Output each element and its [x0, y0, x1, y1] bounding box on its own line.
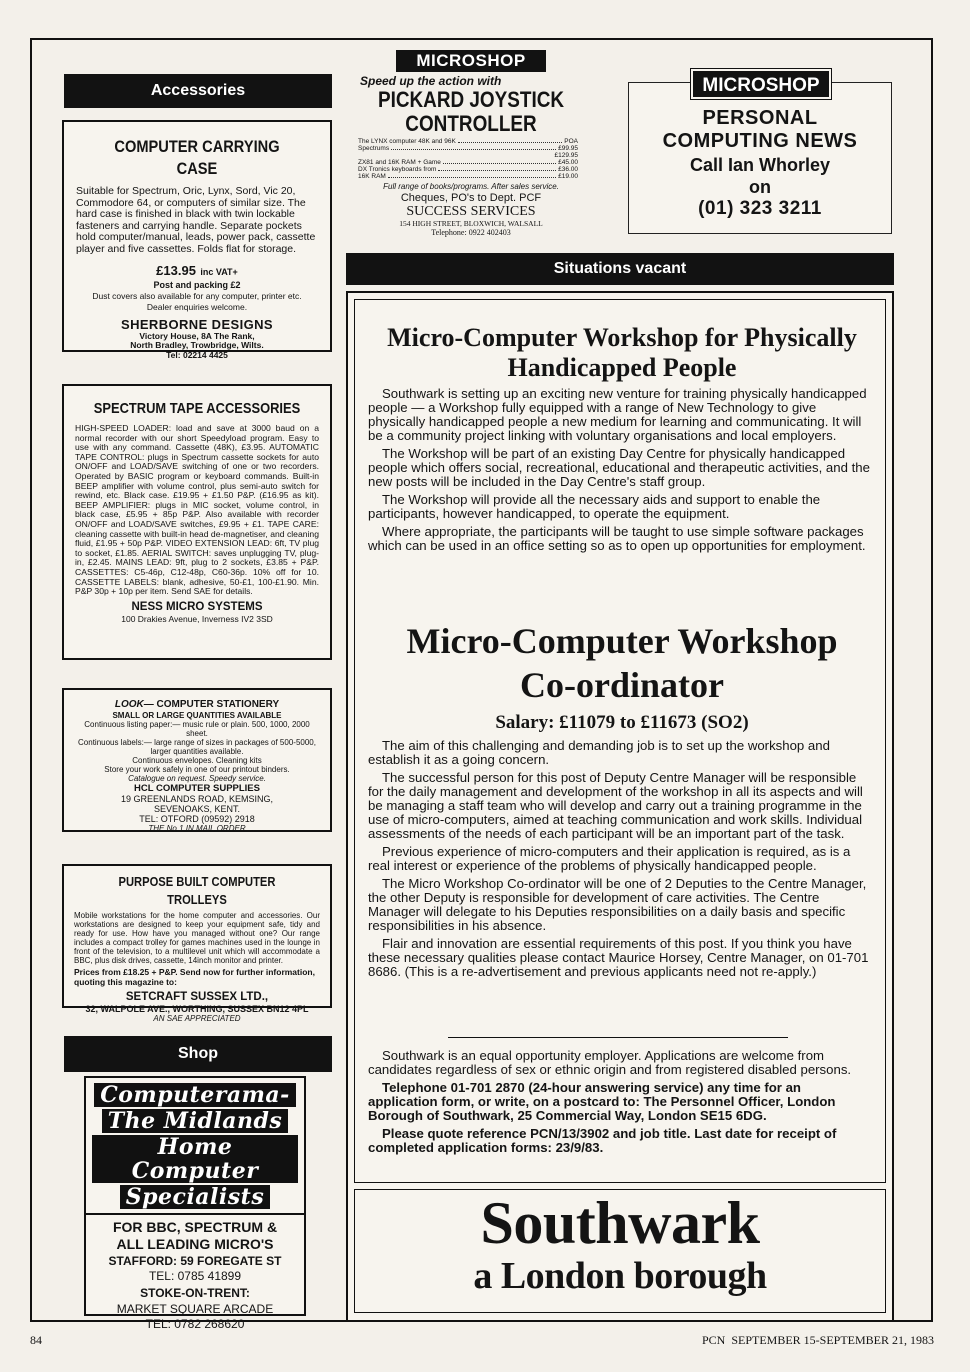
stationery-ad	[62, 688, 332, 832]
computerama-stoke: STOKE-ON-TRENT:	[140, 1286, 250, 1300]
setcraft-address: 32, WALPOLE AVE., WORTHING, SUSSEX BN12 4PL	[85, 1004, 309, 1014]
pcn-line-1: PERSONAL	[702, 107, 818, 129]
price-item: ZX81 and 16K RAM + Game	[358, 159, 441, 166]
pickard-title-line-2: CONTROLLER	[405, 111, 537, 136]
carrying-case-body: Suitable for Spectrum, Oric, Lynx, Sord, Vic 20, Commodore 64, or computers of similar size. The hard case is finished in black with twin lockable fasteners and carrying handle. Separate pockets hold computer/manual, leads, power pack, cassette player and five cassettes. Folds flat for storage.	[76, 185, 316, 255]
price-row	[358, 145, 578, 152]
stationery-title-rest: — COMPUTER STATIONERY	[143, 699, 280, 710]
computerama-stoke-tel: TEL: 0782 268620	[145, 1317, 245, 1331]
para-4: Where appropriate, the participants will be taught to use simple software packages which can be used in an office setting so as to open up opportunities for employment.	[368, 524, 866, 553]
sherborne-address-1: Victory House, 8A The Rank,	[139, 330, 255, 341]
para-7: Previous experience of micro-computers and their application is required, as is a real interest or experience of the problems of physically handicapped people.	[368, 844, 851, 873]
pickard-joystick-ad	[354, 50, 588, 250]
microshop-label-middle: MICROSHOP	[396, 50, 546, 72]
price-row	[358, 138, 578, 145]
ness-micro-systems-name: NESS MICRO SYSTEMS	[131, 600, 263, 613]
price-item: The LYNX computer 48K and 96K	[358, 138, 456, 145]
southwark-vacancy-ad	[346, 291, 894, 1322]
stationery-line-4: Store your work safely in one of our printout binders.	[104, 765, 290, 774]
pickard-price-list	[354, 138, 588, 180]
setcraft-sae: AN SAE APPRECIATED	[153, 1014, 241, 1023]
para-3: The Workshop will provide all the necessary aids and support to enable the participants, however handicapped, to operate the equipment.	[368, 492, 821, 521]
tape-accessories-title: SPECTRUM TAPE ACCESSORIES	[93, 400, 301, 417]
ness-address: 100 Drakies Avenue, Inverness IV2 3SD	[121, 613, 273, 624]
price-value: £45.00	[558, 159, 578, 166]
headline-coordinator-1: Micro-Computer Workshop	[406, 621, 838, 661]
reference-deadline: Please quote reference PCN/13/3902 and job title. Last date for receipt of completed application forms: 23/9/83.	[368, 1126, 837, 1155]
headline-workshop: Micro-Computer Workshop for Physically Handicapped People	[387, 323, 857, 382]
stationery-look: LOOK	[114, 699, 144, 710]
trolleys-ad	[62, 864, 332, 1023]
price-value: £36.00	[558, 166, 578, 173]
hcl-address-2: SEVENOAKS, KENT.	[153, 804, 241, 814]
success-services-address: 154 HIGH STREET, BLOXWICH, WALSALL	[399, 219, 543, 228]
pickard-cheques: Cheques, PO's to Dept. PCF	[400, 192, 542, 204]
headline-coordinator-2: Co-ordinator	[520, 665, 724, 705]
carrying-case-price: £13.95	[156, 262, 196, 278]
sherborne-tel: Tel: 02214 4425	[166, 349, 228, 360]
computerama-stoke-address: MARKET SQUARE ARCADE	[116, 1302, 274, 1316]
dust-covers-note: Dust covers also available for any computer, printer etc.	[92, 290, 302, 301]
stationery-line-3: Continuous envelopes. Cleaning kits	[132, 756, 262, 765]
issue-line: PCN SEPTEMBER 15-SEPTEMBER 21, 1983	[701, 1333, 934, 1347]
pcn-line-4: on	[749, 177, 771, 197]
computerama-line-2: ALL LEADING MICRO'S	[116, 1236, 274, 1252]
stationery-line-1: Continuous listing paper:— music rule or plain. 500, 1000, 2000 sheet.	[84, 720, 310, 738]
computerama-logo-line-1: Computerama-	[94, 1083, 296, 1107]
para-9: Flair and innovation are essential requirements of this post. If you think you have these necessary qualities please contact Maurice Horsey, Centre Manager, on 01-701 8686. (This is a re-advertisement and previous applicants need not re-apply.)	[368, 936, 869, 979]
situations-vacant-heading: Situations vacant	[346, 253, 894, 285]
price-row	[358, 173, 578, 180]
job-paragraphs	[368, 739, 872, 983]
london-borough-logo: a London borough	[473, 1255, 767, 1297]
pcn-phone: (01) 323 3211	[698, 198, 822, 219]
price-value: £19.00	[558, 173, 578, 180]
setcraft-company: SETCRAFT SUSSEX LTD.,	[125, 991, 269, 1003]
salary-line: Salary: £11079 to £11673 (SO2)	[495, 712, 749, 733]
stationery-title	[74, 699, 320, 711]
tape-accessories-ad	[62, 384, 332, 660]
pickard-tagline: Speed up the action with	[360, 74, 502, 88]
trolleys-prices: Prices from £18.25 + P&P. Send now for further information, quoting this magazine to:	[74, 967, 315, 987]
para-2: The Workshop will be part of an existing Day Centre for physically handicapped people which offers social, recreational, educational and therapeutic activities, and the new posts will be included in the Day Centre's staff group.	[368, 446, 870, 489]
pcn-line-3: Call Ian Whorley	[689, 155, 831, 175]
hcl-tagline: THE No 1 IN MAIL ORDER	[148, 824, 246, 833]
microshop-label-right: MICROSHOP	[691, 69, 831, 99]
southwark-logo: Southwark	[480, 1190, 760, 1256]
price-row	[358, 166, 578, 173]
dealer-note: Dealer enquiries welcome.	[146, 301, 248, 312]
hcl-company: HCL COMPUTER SUPPLIES	[134, 783, 260, 794]
accessories-heading: Accessories	[64, 74, 332, 108]
price-value: £99.95	[558, 145, 578, 152]
price-item: Spectrums	[358, 145, 390, 152]
computerama-logo	[86, 1081, 304, 1211]
contact-section	[368, 1049, 872, 1159]
carrying-case-title: COMPUTER CARRYING CASE	[114, 137, 280, 178]
para-6: The successful person for this post of Deputy Centre Manager will be responsible for the daily management and development of the workshop in all its aspects and will be managing a staff team who will develop and carry out a training programme in the use of micro-computers, aimed at teaching communication and work skills. Individual assessments of the needs of each participant will be an important part of the task.	[368, 770, 863, 841]
para-1: Southwark is setting up an exciting new venture for training physically handicapped people — a Workshop fully equipped with a range of New Technology to give physically handicapped people a new medium for learning and communicating. It will be a community project linking with voluntary organisations and local employers.	[368, 386, 867, 443]
hcl-tel: TEL: OTFORD (09592) 2918	[139, 814, 255, 824]
computerama-stafford: STAFFORD: 59 FOREGATE ST	[108, 1254, 282, 1268]
shop-heading: Shop	[64, 1036, 332, 1072]
computerama-line-1: FOR BBC, SPECTRUM &	[112, 1219, 278, 1235]
trolleys-body: Mobile workstations for the home computer and accessories. Our workstations are designed to keep your equipment safe, tidy and ready for use. How have you managed without one? Our range includes a compact trolley for games machines used in the lounge in front of the television, to a multilevel unit which will accommodate a BBC, plus disk drives, cassette, 14inch monitor and printer.	[74, 911, 320, 965]
price-row	[358, 152, 578, 159]
computerama-logo-line-2: The Midlands	[102, 1109, 289, 1133]
divider	[448, 1037, 788, 1038]
sherborne-address-2: North Bradley, Trowbridge, Wilts.	[130, 340, 264, 351]
intro-paragraphs	[368, 387, 872, 557]
price-value: POA	[564, 138, 578, 145]
tape-accessories-body: HIGH-SPEED LOADER: load and save at 3000 baud on a normal recorder with our short Speedyload program. Easy to use with any command. Cassette (48K), £3.95. AUTOMATIC TAPE CONTROL: plugs in Spectrum cassette sockets for auto ON/OFF and LOAD/SAVE switching of one or two recorders. Operated by BASIC program or keyboard commands. Built-in BEEP amplifier with volume control, plus semi-auto switch for rewind, etc. Black case. £19.95 + £1.50 P&P. (£16.95 as kit). BEEP AMPLIFIER: plugs in MIC socket, volume control, in black case, £5.95 + 85p P&P. Also available with recorder ON/OFF and LOAD/SAVE switches, £9.95 + £1. TAPE CARE: cleaning cassette with built-in head de-magnetiser, and cleaning fluid, £1.95 + 50p P&P. VIDEO EXTENSION LEAD: 6ft, TV plug to socket, £1.85. AERIAL SWITCH: saves unplugging TV, plug-in, £2.45. MAINS LEAD: 9ft, plug to 2 sockets, £3.85 + P&P. CASSETTES: C5-46p, C12-48p, C60-36p. 10% off for 10. CASSETTE LABELS: blank, adhesive, 50-£1, 100-£1.90. Min. P&P 30p + 10p per item. Send SAE for details.	[75, 423, 319, 597]
pickard-range-note: Full range of books/programs. After sales service.	[383, 182, 559, 191]
carrying-case-postage: Post and packing £2	[153, 279, 241, 290]
telephone-instructions: Telephone 01-701 2870 (24-hour answering service) any time for an application form, or write, on a postcard to: The Personnel Officer, London Borough of Southwark, 25 Commercial Way, London SE15 6DG.	[368, 1080, 836, 1123]
price-value: £129.95	[554, 152, 578, 159]
sherborne-designs-name: SHERBORNE DESIGNS	[121, 316, 273, 332]
success-services-tel: Telephone: 0922 402403	[431, 228, 511, 237]
computerama-stafford-tel: TEL: 0785 41899	[148, 1269, 242, 1283]
price-item: DX Tronics keyboards from	[358, 166, 437, 173]
trolleys-title: PURPOSE BUILT COMPUTER TROLLEYS	[118, 874, 276, 907]
computerama-logo-line-4: Specialists	[120, 1185, 270, 1209]
para-8: The Micro Workshop Co-ordinator will be one of 2 Deputies to the Centre Manager, the other Deputy is responsible for development of care activities. The Centre Manager will delegate to his Deputies responsibilities on a daily basis and specific responsibilities in his absence.	[368, 876, 867, 933]
carrying-case-ad	[62, 120, 332, 360]
page-number: 84	[30, 1333, 42, 1347]
equal-opportunity: Southwark is an equal opportunity employer. Applications are welcome from candidates regardless of sex or ethnic origin and from registered disabled persons.	[368, 1048, 852, 1077]
pickard-title-line-1: PICKARD JOYSTICK	[377, 87, 565, 112]
pcn-line-2: COMPUTING NEWS	[662, 130, 858, 152]
para-5: The aim of this challenging and demanding job is to set up the workshop and establish it as a going concern.	[368, 738, 830, 767]
price-row	[358, 159, 578, 166]
stationery-line-5: Catalogue on request. Speedy service.	[128, 774, 266, 783]
stationery-line-2: Continuous labels:— large range of sizes in packages of 500-5000, larger quantities available.	[78, 738, 316, 756]
success-services-name: SUCCESS SERVICES	[406, 204, 536, 219]
pcn-microshop-ad	[628, 75, 892, 234]
computerama-logo-line-3: Home Computer	[92, 1135, 298, 1183]
carrying-case-price-suffix: inc VAT+	[200, 266, 238, 277]
hcl-address-1: 19 GREENLANDS ROAD, KEMSING,	[120, 794, 274, 804]
price-item: 16K RAM	[358, 173, 386, 180]
stationery-subtitle: SMALL OR LARGE QUANTITIES AVAILABLE	[112, 711, 282, 720]
southwark-logo-frame	[354, 1189, 886, 1313]
computerama-ad	[84, 1076, 306, 1331]
carrying-case-price-row	[76, 262, 318, 280]
